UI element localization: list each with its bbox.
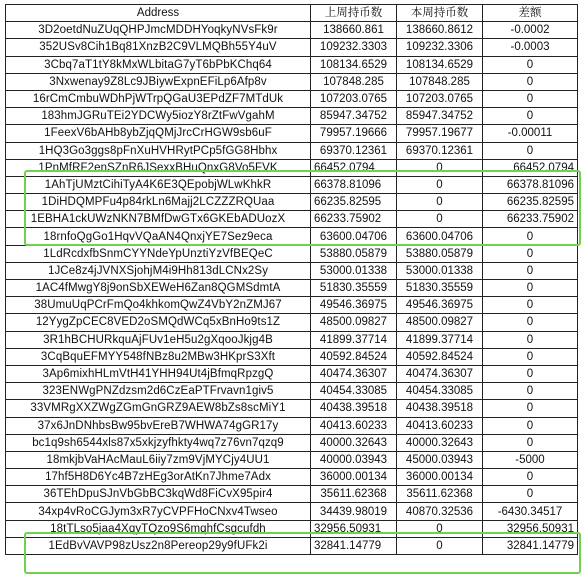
difference-cell: -0.00011 bbox=[483, 125, 578, 142]
this-week-cell: 69370.12361 bbox=[397, 142, 483, 159]
table-row bbox=[6, 245, 578, 262]
difference-cell: 0 bbox=[483, 383, 578, 400]
last-week-cell: 41899.37714 bbox=[311, 331, 397, 348]
address-cell: 3R1hBCHURkquAjFUv1eH5u2gXqooJkjg4B bbox=[6, 331, 311, 348]
this-week-cell: 40592.84524 bbox=[397, 348, 483, 365]
difference-cell: 0 bbox=[483, 142, 578, 159]
last-week-cell: 63600.04706 bbox=[311, 228, 397, 245]
address-cell: 352USv8Cih1Bq81XnzB2C9VLMQBh55Y4uV bbox=[6, 39, 311, 56]
table-row bbox=[6, 280, 578, 297]
difference-cell: 0 bbox=[483, 108, 578, 125]
difference-cell: 66235.82595 bbox=[483, 194, 578, 211]
address-cell: 183hmJGRuTEi2YDCWy5iozY8rZtFwVgahM bbox=[6, 108, 311, 125]
address-cell: 3Nxwenay9Z8Lc9JBiywExpnEFiLp6Afp8v bbox=[6, 73, 311, 90]
last-week-cell: 40413.60233 bbox=[311, 417, 397, 434]
address-cell: 323ENWgPNZdzsm2d6CzEaPTFrvavn1giv5 bbox=[6, 383, 311, 400]
difference-cell: 0 bbox=[483, 486, 578, 503]
address-cell: 34xp4vRoCGJym3xR7yCVPFHoCNxv4Twseo bbox=[6, 503, 311, 520]
this-week-cell: 0 bbox=[397, 520, 483, 537]
this-week-cell: 40454.33085 bbox=[397, 383, 483, 400]
table-body bbox=[6, 22, 578, 555]
holdings-table-wrapper bbox=[5, 4, 577, 555]
table-row bbox=[6, 348, 578, 365]
last-week-cell: 36000.00134 bbox=[311, 469, 397, 486]
this-week-cell: 53000.01338 bbox=[397, 262, 483, 279]
table-row bbox=[6, 39, 578, 56]
table-row bbox=[6, 365, 578, 382]
this-week-cell: 41899.37714 bbox=[397, 331, 483, 348]
this-week-cell: 138660.8612 bbox=[397, 22, 483, 39]
this-week-cell: 109232.3306 bbox=[397, 39, 483, 56]
table-row bbox=[6, 125, 578, 142]
last-week-cell: 34439.98019 bbox=[311, 503, 397, 520]
this-week-cell: 40870.32536 bbox=[397, 503, 483, 520]
table-row bbox=[6, 331, 578, 348]
difference-cell: 0 bbox=[483, 73, 578, 90]
address-cell: 1FeexV6bAHb8ybZjqQMjJrcCrHGW9sb6uF bbox=[6, 125, 311, 142]
table-row bbox=[6, 314, 578, 331]
this-week-cell: 0 bbox=[397, 176, 483, 193]
table-row bbox=[6, 90, 578, 107]
this-week-cell: 79957.19677 bbox=[397, 125, 483, 142]
last-week-cell: 69370.12361 bbox=[311, 142, 397, 159]
last-week-cell: 32956.50931 bbox=[311, 520, 397, 537]
this-week-cell: 0 bbox=[397, 194, 483, 211]
difference-cell: 0 bbox=[483, 469, 578, 486]
this-week-cell: 53880.05879 bbox=[397, 245, 483, 262]
address-cell: 38UmuUqPCrFmQo4khkomQwZ4VbY2nZMJ67 bbox=[6, 297, 311, 314]
last-week-cell: 79957.19666 bbox=[311, 125, 397, 142]
address-cell: 1DiHDQMPFu4p84rkLn6Majj2LCZZZRQUaa bbox=[6, 194, 311, 211]
last-week-cell: 40000.03943 bbox=[311, 451, 397, 468]
last-week-cell: 40474.36307 bbox=[311, 365, 397, 382]
this-week-cell: 63600.04706 bbox=[397, 228, 483, 245]
address-cell: 1LdRcdxfbSnmCYYNdeYpUnztiYzVfBEQeC bbox=[6, 245, 311, 262]
this-week-cell: 35611.62368 bbox=[397, 486, 483, 503]
this-week-cell: 36000.00134 bbox=[397, 469, 483, 486]
address-cell: 3Ap6mixhHLmVtH41YHH94Ut4jBfmqRpzgQ bbox=[6, 365, 311, 382]
difference-cell: 0 bbox=[483, 245, 578, 262]
last-week-cell: 53000.01338 bbox=[311, 262, 397, 279]
difference-cell: 32956.50931 bbox=[483, 520, 578, 537]
difference-cell: -6430.34517 bbox=[483, 503, 578, 520]
table-row bbox=[6, 383, 578, 400]
address-cell: bc1q9sh6544xls87x5xkjzyfhkty4wq7z76vn7qzq9 bbox=[6, 434, 311, 451]
this-week-cell: 51830.35559 bbox=[397, 280, 483, 297]
table-row bbox=[6, 56, 578, 73]
last-week-cell: 108134.6529 bbox=[311, 56, 397, 73]
holdings-table bbox=[5, 4, 578, 555]
this-week-cell: 48500.09827 bbox=[397, 314, 483, 331]
table-row bbox=[6, 503, 578, 520]
difference-cell: 0 bbox=[483, 331, 578, 348]
last-week-cell: 49546.36975 bbox=[311, 297, 397, 314]
table-row bbox=[6, 451, 578, 468]
last-week-cell: 66452.0794 bbox=[311, 159, 397, 176]
address-cell: 1EBHA1ckUWzNKN7BMfDwGTx6GKEbADUozX bbox=[6, 211, 311, 228]
difference-cell: 0 bbox=[483, 400, 578, 417]
address-cell: 1HQ3Go3ggs8pFnXuHVHRytPCp5fGG8Hbhx bbox=[6, 142, 311, 159]
table-row bbox=[6, 417, 578, 434]
last-week-cell: 66235.82595 bbox=[311, 194, 397, 211]
this-week-cell: 40000.32643 bbox=[397, 434, 483, 451]
this-week-cell: 40413.60233 bbox=[397, 417, 483, 434]
difference-cell: 0 bbox=[483, 228, 578, 245]
difference-cell: -0.0002 bbox=[483, 22, 578, 39]
difference-cell: 66452.0794 bbox=[483, 159, 578, 176]
difference-cell: 0 bbox=[483, 297, 578, 314]
address-cell: 18tTLso5jaa4XqyTQzo9S6mqhfCsgcufdh bbox=[6, 520, 311, 537]
last-week-cell: 32841.14779 bbox=[311, 537, 397, 554]
difference-cell: -0.0003 bbox=[483, 39, 578, 56]
address-cell: 1AhTjUMztCihiTyA4K6E3QEpobjWLwKhkR bbox=[6, 176, 311, 193]
table-row bbox=[6, 22, 578, 39]
header-last-week: 上周持币数 bbox=[311, 5, 397, 22]
table-row bbox=[6, 108, 578, 125]
difference-cell: 66233.75902 bbox=[483, 211, 578, 228]
last-week-cell: 66233.75902 bbox=[311, 211, 397, 228]
this-week-cell: 40438.39518 bbox=[397, 400, 483, 417]
address-cell: 37x6JnDNhbsBw95bvEreB7WHWA74gGR17y bbox=[6, 417, 311, 434]
last-week-cell: 85947.34752 bbox=[311, 108, 397, 125]
table-row bbox=[6, 262, 578, 279]
header-this-week: 本周持币数 bbox=[397, 5, 483, 22]
table-header-row bbox=[6, 5, 578, 22]
last-week-cell: 66378.81096 bbox=[311, 176, 397, 193]
this-week-cell: 107848.285 bbox=[397, 73, 483, 90]
table-row bbox=[6, 486, 578, 503]
this-week-cell: 0 bbox=[397, 537, 483, 554]
address-cell: 3D2oetdNuZUqQHPJmcMDDHYoqkyNVsFk9r bbox=[6, 22, 311, 39]
difference-cell: 32841.14779 bbox=[483, 537, 578, 554]
address-cell: 17hf5H8D6Yc4B7zHEg3orAtKn7Jhme7Adx bbox=[6, 469, 311, 486]
address-cell: 16rCmCmbuWDhPjWTrpQGaU3EPdZF7MTdUk bbox=[6, 90, 311, 107]
this-week-cell: 45000.03943 bbox=[397, 451, 483, 468]
address-cell: 36TEhDpuSJnVbGbBC3kqWd8FiCvX95pir4 bbox=[6, 486, 311, 503]
last-week-cell: 53880.05879 bbox=[311, 245, 397, 262]
header-difference: 差额 bbox=[483, 5, 578, 22]
last-week-cell: 40592.84524 bbox=[311, 348, 397, 365]
table-row bbox=[6, 176, 578, 193]
difference-cell: 0 bbox=[483, 434, 578, 451]
last-week-cell: 107848.285 bbox=[311, 73, 397, 90]
table-row bbox=[6, 194, 578, 211]
table-row bbox=[6, 142, 578, 159]
difference-cell: -5000 bbox=[483, 451, 578, 468]
address-cell: 12YygZpCEC8VED2oSMQdWCq5xBnHo9ts1Z bbox=[6, 314, 311, 331]
difference-cell: 0 bbox=[483, 280, 578, 297]
table-row bbox=[6, 400, 578, 417]
this-week-cell: 40474.36307 bbox=[397, 365, 483, 382]
difference-cell: 0 bbox=[483, 314, 578, 331]
header-address: Address bbox=[6, 5, 311, 22]
last-week-cell: 48500.09827 bbox=[311, 314, 397, 331]
table-row bbox=[6, 73, 578, 90]
last-week-cell: 138660.861 bbox=[311, 22, 397, 39]
address-cell: 33VMRgXXZWgZGmGnGRZ9AEW8bZs8scMiY1 bbox=[6, 400, 311, 417]
last-week-cell: 109232.3303 bbox=[311, 39, 397, 56]
difference-cell: 0 bbox=[483, 90, 578, 107]
address-cell: 3Cbq7aT1tY8kMxWLbitaG7yT6bPbKChq64 bbox=[6, 56, 311, 73]
this-week-cell: 0 bbox=[397, 211, 483, 228]
this-week-cell: 49546.36975 bbox=[397, 297, 483, 314]
difference-cell: 0 bbox=[483, 365, 578, 382]
address-cell: 3CqBquEFMYY548fNBz8u2MBw3HKprS3Xft bbox=[6, 348, 311, 365]
table-row bbox=[6, 469, 578, 486]
this-week-cell: 85947.34752 bbox=[397, 108, 483, 125]
address-cell: 18rnfoQgGo1HqvVQaAN4QnxjYE7Sez9eca bbox=[6, 228, 311, 245]
difference-cell: 0 bbox=[483, 262, 578, 279]
this-week-cell: 107203.0765 bbox=[397, 90, 483, 107]
table-row bbox=[6, 228, 578, 245]
table-row bbox=[6, 211, 578, 228]
table-row bbox=[6, 434, 578, 451]
last-week-cell: 40454.33085 bbox=[311, 383, 397, 400]
address-cell: 1PnMfRF2enSZnR6JSexxBHuQnxG8Vo5FVK bbox=[6, 159, 311, 176]
last-week-cell: 40000.32643 bbox=[311, 434, 397, 451]
last-week-cell: 107203.0765 bbox=[311, 90, 397, 107]
address-cell: 1AC4fMwgY8j9onSbXEWeH6Zan8QGMSdmtA bbox=[6, 280, 311, 297]
this-week-cell: 0 bbox=[397, 159, 483, 176]
this-week-cell: 108134.6529 bbox=[397, 56, 483, 73]
last-week-cell: 51830.35559 bbox=[311, 280, 397, 297]
last-week-cell: 40438.39518 bbox=[311, 400, 397, 417]
address-cell: 18mkjbVaHAcMauL6iiy7zm9VjMYCjy4UU1 bbox=[6, 451, 311, 468]
table-row bbox=[6, 297, 578, 314]
difference-cell: 0 bbox=[483, 348, 578, 365]
address-cell: 1JCe8z4jJVNXSjohjM4i9Hh813dLCNx2Sy bbox=[6, 262, 311, 279]
difference-cell: 0 bbox=[483, 417, 578, 434]
difference-cell: 0 bbox=[483, 56, 578, 73]
table-row bbox=[6, 537, 578, 554]
address-cell: 1EdBvVAVP98zUsz2n8Pereop29y9fUFk2i bbox=[6, 537, 311, 554]
last-week-cell: 35611.62368 bbox=[311, 486, 397, 503]
table-row bbox=[6, 159, 578, 176]
difference-cell: 66378.81096 bbox=[483, 176, 578, 193]
table-row bbox=[6, 520, 578, 537]
